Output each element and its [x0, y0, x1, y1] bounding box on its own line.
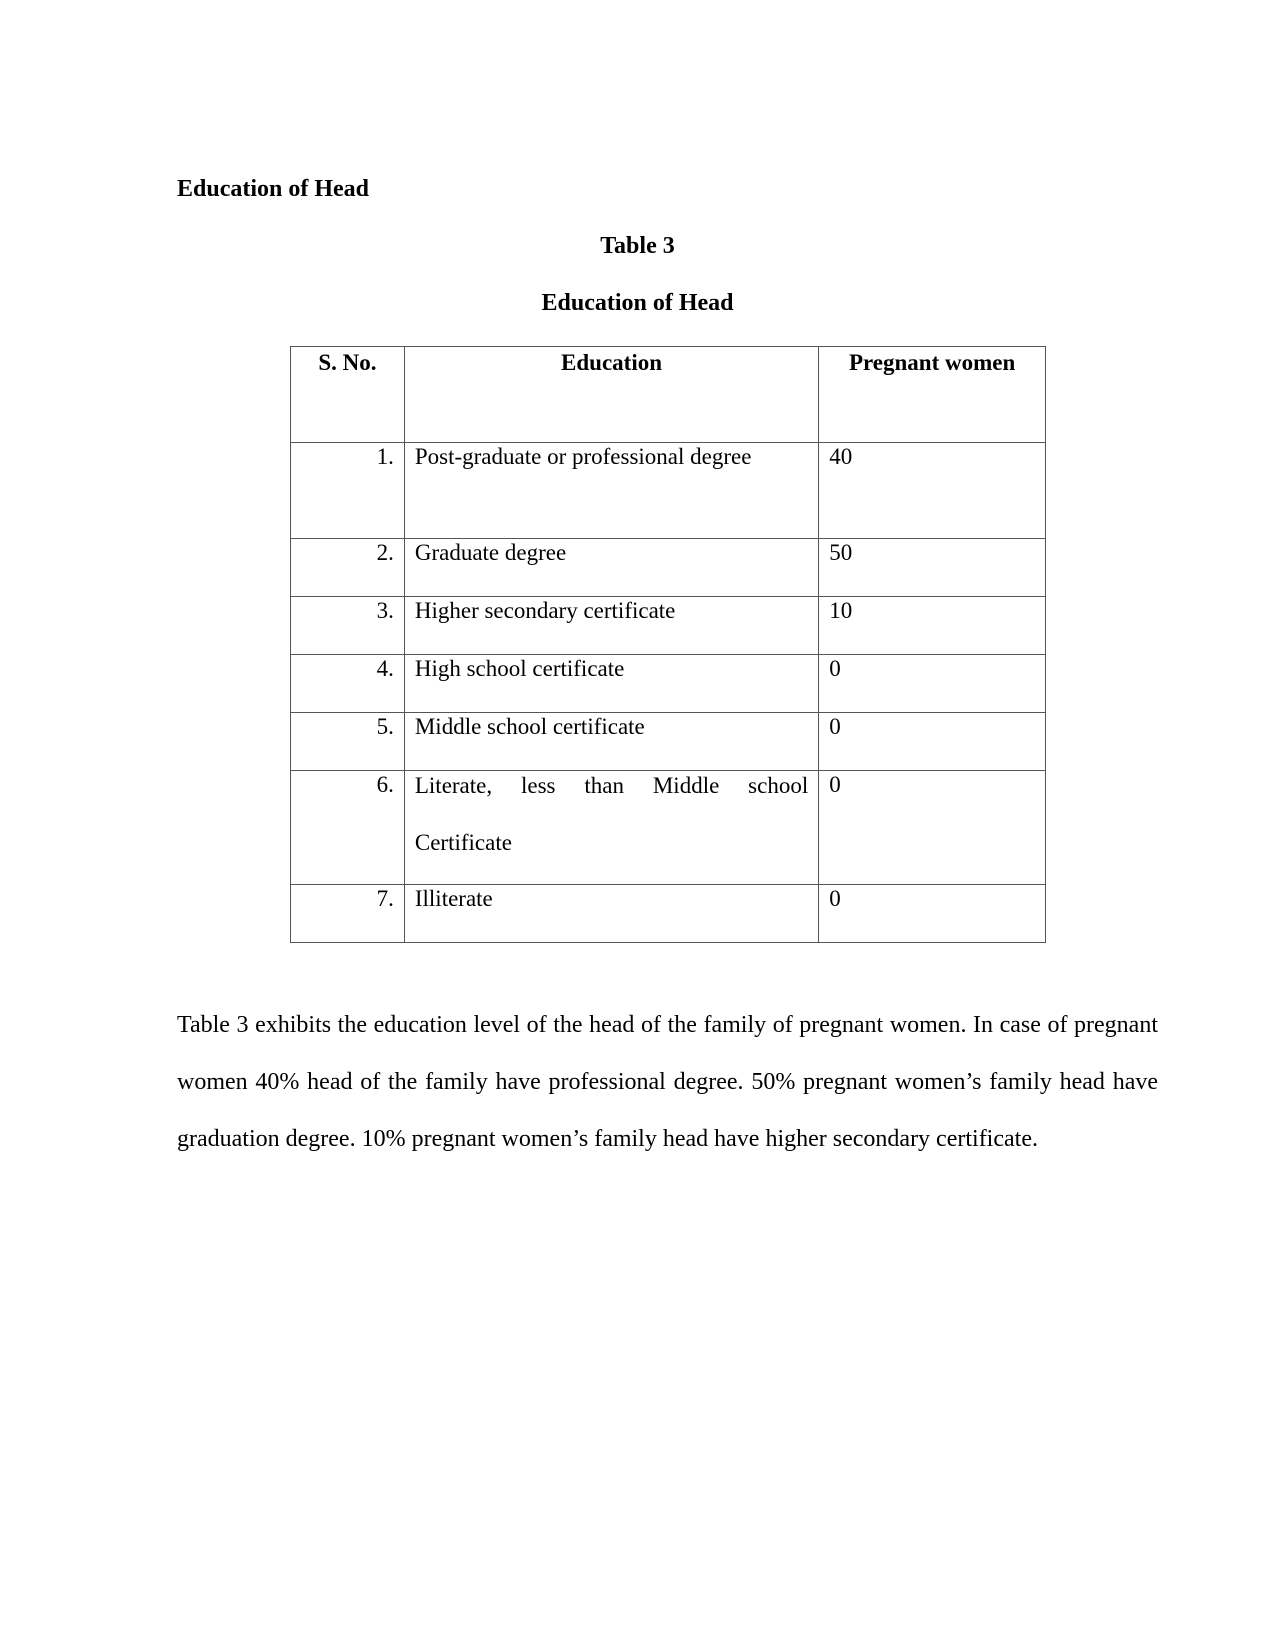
row-value: 0	[819, 771, 1046, 885]
row-education: Middle school certificate	[404, 713, 818, 771]
row-education: High school certificate	[404, 655, 818, 713]
row-sno: 3.	[291, 597, 405, 655]
row-sno: 6.	[291, 771, 405, 885]
education-table	[290, 346, 1046, 943]
row-value: 50	[819, 539, 1046, 597]
body-paragraph: Table 3 exhibits the education level of the head of the family of pregnant women. In case of pregnant women 40% head of the family have professional degree. 50% pregnant women’s family head have graduation degree. 10% pregnant women’s family head have higher secondary certificate.	[177, 1012, 1158, 1152]
row-sno: 1.	[291, 443, 405, 539]
row-sno: 5.	[291, 713, 405, 771]
table-row	[291, 885, 1046, 943]
header-education: Education	[404, 347, 818, 443]
row-education: Post-graduate or professional degree	[404, 443, 818, 539]
table-row	[291, 443, 1046, 539]
table-row	[291, 655, 1046, 713]
table-number-caption: Table 3	[600, 233, 675, 259]
row-education: Illiterate	[404, 885, 818, 943]
table-row	[291, 597, 1046, 655]
table-title-caption: Education of Head	[541, 290, 734, 316]
row-education: Graduate degree	[404, 539, 818, 597]
row-education: Higher secondary certificate	[404, 597, 818, 655]
row-sno: 4.	[291, 655, 405, 713]
row-sno: 2.	[291, 539, 405, 597]
row-value: 10	[819, 597, 1046, 655]
table-row	[291, 539, 1046, 597]
table-header-row	[291, 347, 1046, 443]
row-education-text: Literate, less than Middle school Certificate	[414, 773, 809, 855]
row-value: 40	[819, 443, 1046, 539]
row-value: 0	[819, 885, 1046, 943]
row-education	[404, 771, 818, 885]
header-sno: S. No.	[291, 347, 405, 443]
row-sno: 7.	[291, 885, 405, 943]
row-value: 0	[819, 655, 1046, 713]
row-value: 0	[819, 713, 1046, 771]
header-pregnant-women: Pregnant women	[819, 347, 1046, 443]
table-row	[291, 771, 1046, 885]
section-heading: Education of Head	[177, 176, 370, 202]
